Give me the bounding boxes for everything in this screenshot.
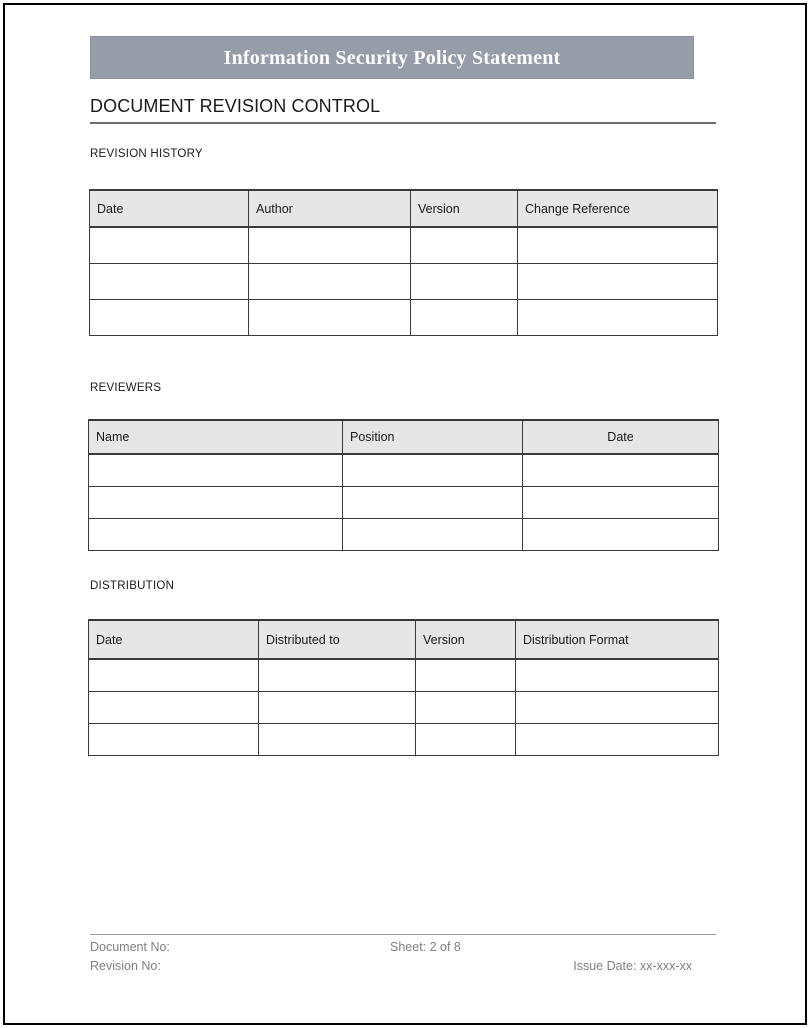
table-row[interactable] [90, 299, 718, 335]
table-row[interactable] [89, 723, 719, 755]
cell-date[interactable] [89, 659, 259, 691]
revision-history-table [89, 189, 718, 336]
cell-version[interactable] [416, 723, 516, 755]
cell-version[interactable] [411, 227, 518, 263]
cell-date[interactable] [89, 723, 259, 755]
table-row[interactable] [89, 518, 719, 550]
cell-author[interactable] [249, 227, 411, 263]
cell-distributed-to[interactable] [259, 691, 416, 723]
cell-date[interactable] [90, 263, 249, 299]
cell-version[interactable] [416, 691, 516, 723]
column-header-distributed-to: Distributed to [259, 620, 416, 659]
cell-date[interactable] [90, 299, 249, 335]
footer-row-bottom [90, 957, 716, 976]
cell-version[interactable] [411, 263, 518, 299]
heading-divider [90, 122, 716, 124]
column-header-author: Author [249, 190, 411, 227]
footer-row-top [90, 938, 716, 957]
cell-name[interactable] [89, 486, 343, 518]
column-header-distribution-format: Distribution Format [516, 620, 719, 659]
column-header-change-reference: Change Reference [518, 190, 718, 227]
column-header-date: Date [523, 420, 719, 454]
cell-name[interactable] [89, 454, 343, 486]
cell-version[interactable] [416, 659, 516, 691]
column-header-version: Version [416, 620, 516, 659]
table-row[interactable] [89, 659, 719, 691]
cell-change-reference[interactable] [518, 263, 718, 299]
cell-distribution-format[interactable] [516, 659, 719, 691]
table-header-row [89, 420, 719, 454]
column-header-date: Date [89, 620, 259, 659]
table-row[interactable] [90, 263, 718, 299]
cell-name[interactable] [89, 518, 343, 550]
table-row[interactable] [89, 454, 719, 486]
cell-date[interactable] [523, 518, 719, 550]
revision-history-label: REVISION HISTORY [90, 148, 203, 160]
column-header-name: Name [89, 420, 343, 454]
table-header-row [90, 190, 718, 227]
distribution-label: DISTRIBUTION [90, 580, 175, 592]
column-header-date: Date [90, 190, 249, 227]
distribution-table [88, 619, 719, 756]
cell-date[interactable] [89, 691, 259, 723]
cell-change-reference[interactable] [518, 299, 718, 335]
cell-distribution-format[interactable] [516, 723, 719, 755]
cell-date[interactable] [90, 227, 249, 263]
footer-divider [90, 934, 716, 935]
cell-position[interactable] [343, 454, 523, 486]
document-title-banner [90, 36, 694, 79]
column-header-version: Version [411, 190, 518, 227]
cell-date[interactable] [523, 454, 719, 486]
cell-distribution-format[interactable] [516, 691, 719, 723]
reviewers-table [88, 419, 719, 551]
footer-sheet-number: Sheet: 2 of 8 [390, 940, 461, 954]
cell-distributed-to[interactable] [259, 659, 416, 691]
table-row[interactable] [90, 227, 718, 263]
section-heading: DOCUMENT REVISION CONTROL [90, 96, 381, 116]
footer-revision-no: Revision No: [90, 959, 161, 973]
reviewers-label: REVIEWERS [90, 382, 162, 394]
cell-position[interactable] [343, 486, 523, 518]
cell-version[interactable] [411, 299, 518, 335]
cell-distributed-to[interactable] [259, 723, 416, 755]
cell-position[interactable] [343, 518, 523, 550]
table-row[interactable] [89, 691, 719, 723]
column-header-position: Position [343, 420, 523, 454]
cell-author[interactable] [249, 299, 411, 335]
page-footer [90, 938, 716, 984]
footer-document-no: Document No: [90, 940, 170, 954]
footer-issue-date: Issue Date: xx-xxx-xx [573, 959, 692, 973]
table-header-row [89, 620, 719, 659]
cell-author[interactable] [249, 263, 411, 299]
cell-date[interactable] [523, 486, 719, 518]
document-title: Information Security Policy Statement [223, 46, 561, 69]
table-row[interactable] [89, 486, 719, 518]
cell-change-reference[interactable] [518, 227, 718, 263]
